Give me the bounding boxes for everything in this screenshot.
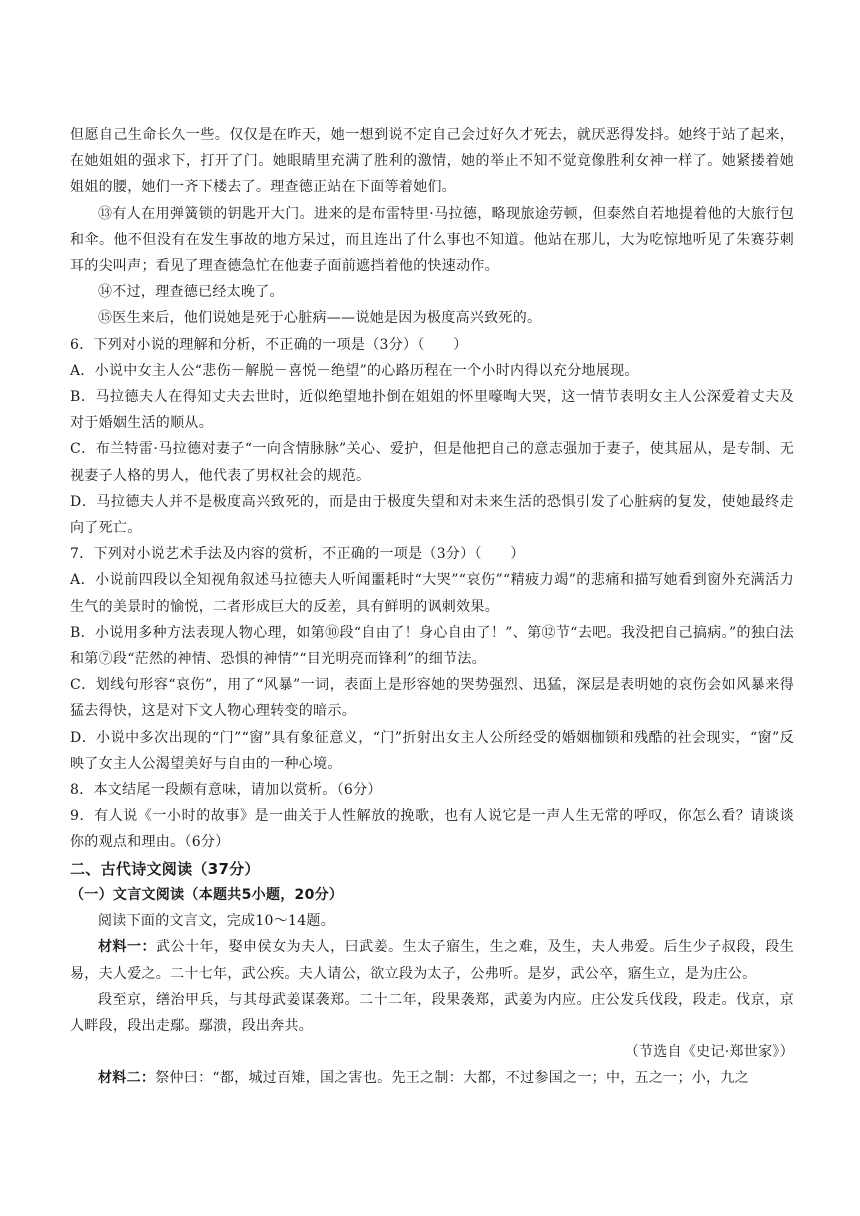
page-content — [70, 122, 794, 1092]
material-1-text: 武公十年，娶申侯女为夫人，曰武姜。生太子寤生，生之难，及生，夫人弗爱。后生少子叔段，段生易，夫人爱之。二十七年，武公疾。夫人请公，欲立段为太子，公弗听。是岁，武公卒，寤生立，是为庄公。 — [70, 939, 795, 982]
question-6-stem: 6．下列对小说的理解和分析，不正确的一项是（3分）（ ） — [70, 336, 468, 353]
question-9: 9．有人说《一小时的故事》是一曲关于人性解放的挽歌，也有人说它是一声人生无常的呼叹，你怎么看？请谈谈你的观点和理由。（6分） — [70, 808, 794, 851]
question-6-option-d: D．马拉德夫人并不是极度高兴致死的，而是由于极度失望和对未来生活的恐惧引发了心脏病的复发，使她最终走向了死亡。 — [70, 493, 794, 537]
question-6-option-b: B．马拉德夫人在得知丈夫去世时，近似绝望地扑倒在姐姐的怀里嚎啕大哭，这一情节表明女主人公深爱着丈夫及对于婚姻生活的顺从。 — [70, 389, 794, 432]
question-7-stem: 7．下列对小说艺术手法及内容的赏析，不正确的一项是（3分）（ ） — [70, 546, 525, 563]
material-1-paragraph-2: 段至京，缮治甲兵，与其母武姜谋袭郑。二十二年，段果袭郑，武姜为内应。庄公发兵伐段，段走。伐京，京人畔段，段出走鄢。鄢溃，段出奔共。 — [70, 991, 794, 1034]
material-2-paragraph-1 — [70, 1065, 794, 1091]
question-6-option-c: C．布兰特雷·马拉德对妻子“一向含情脉脉”关心、爱护，但是他把自己的意志强加于妻子，使其屈从，是专制、无视妻子人格的男人，他代表了男权社会的规范。 — [70, 441, 794, 484]
story-paragraph-15: ⑮医生来后，他们说她是死于心脏病——说她是因为极度高兴致死的。 — [98, 310, 542, 327]
material-1-paragraph-1 — [70, 934, 794, 986]
material-1-source: （节选自《史记·郑世家》） — [624, 1044, 794, 1061]
story-paragraph: 但愿自己生命长久一些。仅仅是在昨天，她一想到说不定自己会过好久才死去，就厌恶得发抖。她终于站了起来，在她姐姐的强求下，打开了门。她眼睛里充满了胜利的激情，她的举止不知不觉竟像胜利女神一样了。她紧搂着她姐姐的腰，她们一齐下楼去了。理查德正站在下面等着她们。 — [70, 127, 794, 196]
material-1-label: 材料一： — [98, 939, 157, 956]
question-7-option-d: D．小说中多次出现的“门”“窗”具有象征意义，“门”折射出女主人公所经受的婚姻枷锁和残酷的社会现实，“窗”反映了女主人公渴望美好与自由的一种心境。 — [70, 729, 794, 772]
question-8: 8．本文结尾一段颇有意味，请加以赏析。（6分） — [70, 782, 382, 799]
story-paragraph-13: ⑬有人在用弹簧锁的钥匙开大门。进来的是布雷特里·马拉德，略现旅途劳顿，但泰然自若地提着他的大旅行包和伞。他不但没有在发生事故的地方呆过，而且连出了什么事也不知道。他站在那儿，大为吃惊地听见了朱赛芬刺耳的尖叫声；看见了理查德急忙在他妻子面前遮挡着他的快速动作。 — [70, 205, 794, 275]
story-paragraph-14: ⑭不过，理查德已经太晚了。 — [98, 284, 284, 301]
question-7-option-b: B．小说用多种方法表现人物心理，如第⑩段“自由了！身心自由了！”、第⑫节“去吧。我没把自己搞病。”的独白法和第⑦段“茫然的神情、恐惧的神情”“目光明亮而锋利”的细节法。 — [70, 624, 794, 668]
question-6-option-a: A．小说中女主人公“悲伤－解脱－喜悦－绝望”的心路历程在一个小时内得以充分地展现。 — [70, 362, 639, 379]
question-7-option-c: C．划线句形容“哀伤”，用了“风暴”一词，表面上是形容她的哭势强烈、迅猛，深层是表明她的哀伤会如风暴来得猛去得快，这是对下文人物心理转变的暗示。 — [70, 677, 794, 720]
material-2-label: 材料二： — [98, 1070, 156, 1087]
reading-instruction: 阅读下面的文言文，完成10～14题。 — [98, 913, 336, 930]
section-2-title: 二、古代诗文阅读（37分） — [70, 859, 260, 878]
subsection-1-title: （一）文言文阅读（本题共5小题，20分） — [70, 886, 344, 903]
question-7-option-a: A．小说前四段以全知视角叙述马拉德夫人听闻噩耗时“大哭”“哀伤”“精疲力竭”的悲痛和描写她看到窗外充满活力生气的美景时的愉悦，二者形成巨大的反差，具有鲜明的讽刺效果。 — [70, 572, 794, 615]
material-2-text: 祭仲曰：“都，城过百雉，国之害也。先王之制：大都，不过参国之一；中，五之一；小，九之 — [155, 1070, 749, 1087]
